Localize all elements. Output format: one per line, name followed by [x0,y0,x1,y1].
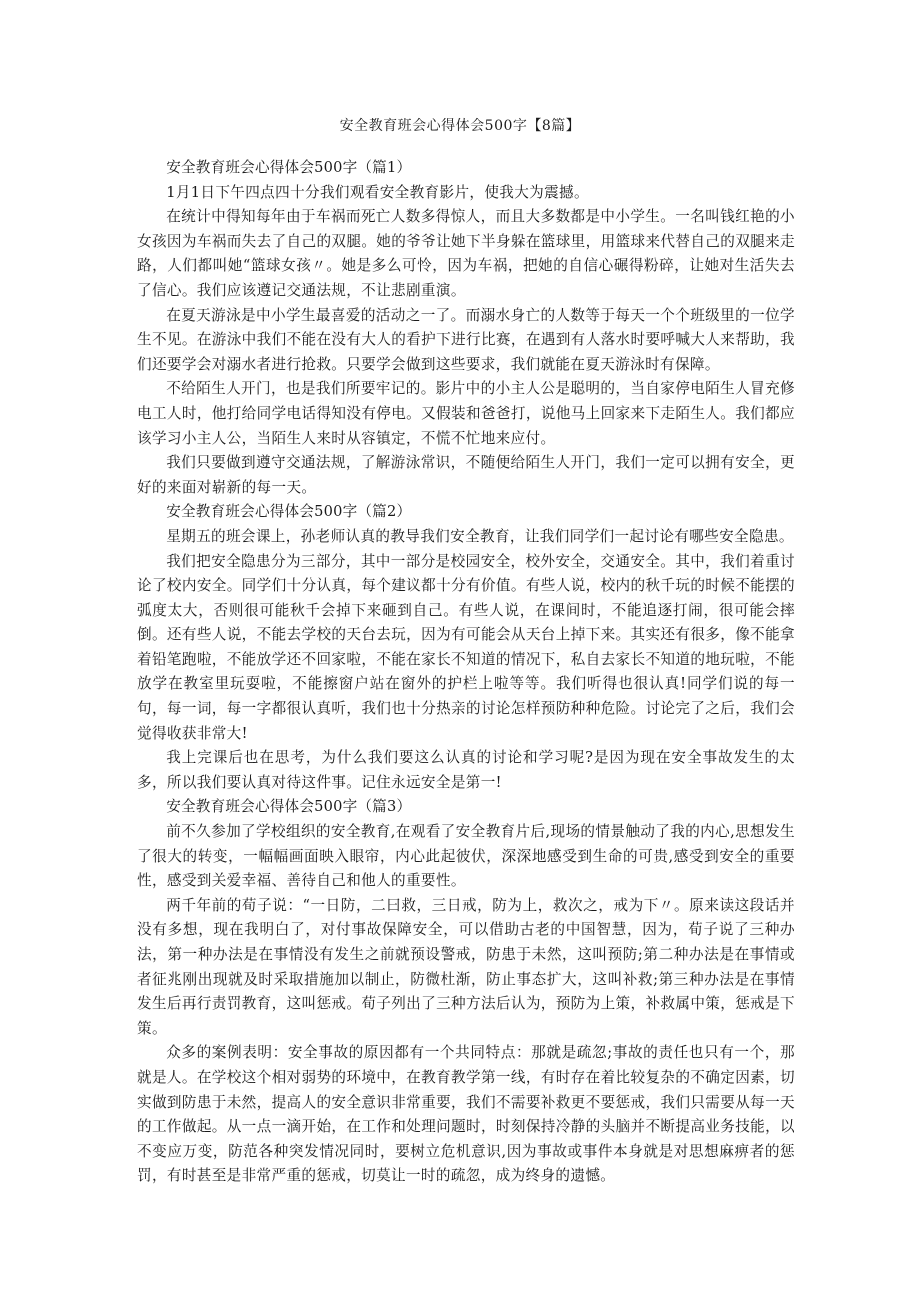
document-title: 安全教育班会心得体会500字【8篇】 [339,118,581,134]
paragraph: 前不久参加了学校组织的安全教育,在观看了安全教育片后,现场的情景触动了我的内心,思想发生了很大的转变，一幅幅画面映入眼帘，内心此起彼伏，深深地感受到生命的可贵,感受到安全的重要性，感受到关爱幸福、善待自己和他人的重要性。 [137,823,795,890]
document-body [137,156,795,1189]
section-heading-1: 安全教育班会心得体会500字（篇1） [166,159,412,176]
paragraph: 我上完课后也在思考，为什么我们要这么认真的讨论和学习呢?是因为现在安全事故发生的太多，所以我们要认真对待这件事。记住永远安全是第一! [137,749,795,791]
paragraph: 两千年前的荀子说：“一日防，二曰救，三日戒，防为上，救次之，戒为下〃。原来读这段话并没有多想，现在我明白了，对付事故保障安全，可以借助古老的中国智慧，因为，荀子说了三种办法，第一种办法是在事情没有发生之前就预设警戒，防患于未然，这叫预防;第二种办法是在事情或者征兆刚出现就及时采取措施加以制止，防微杜渐，防止事态扩大，这叫补救;第三种办法是在事情发生后再行责罚教育，这叫惩戒。荀子列出了三种方法后认为，预防为上策，补救属中策，惩戒是下策。 [137,896,795,1037]
section-heading-3: 安全教育班会心得体会500字（篇3） [166,798,412,816]
paragraph: 不给陌生人开门，也是我们所要牢记的。影片中的小主人公是聪明的，当自家停电陌生人冒充修电工人时，他打给同学电话得知没有停电。又假装和爸爸打，说他马上回家来下走陌生人。我们都应该学习小主人公，当陌生人来时从容镇定，不慌不忙地来应付。 [137,380,795,447]
paragraph: 众多的案例表明：安全事故的原因都有一个共同特点：那就是疏忽;事故的责任也只有一个，那就是人。在学校这个相对弱势的环境中，在教育教学第一线，有时存在着比较复杂的不确定因素，切实做到防患于未然，提高人的安全意识非常重要，我们不需要补救更不要惩戒，我们只需要从每一天的工作做起。从一点一滴开始，在工作和处理问题时，时刻保持冷静的头脑并不断提高业务技能，以不变应万变，防范各种突发情况同时，要树立危机意识,因为事故或事件本身就是对思想麻痹者的惩罚，有时甚至是非常严重的惩戒，切莫让一时的疏忽，成为终身的遗憾。 [137,1044,795,1185]
paragraph: 星期五的班会课上，孙老师认真的教导我们安全教育，让我们同学们一起讨论有哪些安全隐患。 [166,527,794,545]
paragraph: 在统计中得知每年由于车祸而死亡人数多得惊人，而且大多数都是中小学生。一名叫钱红艳的小女孩因为车祸而失去了自己的双腿。她的爷爷让她下半身躲在篮球里，用篮球来代替自己的双腿来走路，人们都叫她“篮球女孩〃。她是多么可怜，因为车祸，把她的自信心碾得粉碎，让她对生活失去了信心。我们应该遵记交通法规，不让悲剧重演。 [137,208,795,299]
section-heading-2: 安全教育班会心得体会500字（篇2） [166,503,412,521]
paragraph: 1月1日下午四点四十分我们观看安全教育影片，使我大为震撼。 [166,183,589,201]
paragraph: 我们把安全隐患分为三部分，其中一部分是校园安全，校外安全，交通安全。其中，我们着重讨论了校内安全。同学们十分认真，每个建议都十分有价值。有些人说，校内的秋千玩的时候不能摆的弧度太大，否则很可能秋千会掉下来砸到自己。有些人说，在课间时，不能追逐打闹，很可能会摔倒。还有些人说，不能去学校的天台去玩，因为有可能会从天台上掉下来。其实还有很多，像不能拿着铅笔跑啦，不能放学还不回家啦，不能在家长不知道的情况下，私自去家长不知道的地玩啦，不能放学在教室里玩耍啦，不能擦窗户站在窗外的护栏上啦等等。我们听得也很认真!同学们说的每一句，每一词，每一字都很认真听，我们也十分热亲的讨论怎样预防种种危险。讨论完了之后，我们会觉得收获非常大! [137,552,795,742]
paragraph: 在夏天游泳是中小学生最喜爱的活动之一了。而溺水身亡的人数等于每天一个个班级里的一位学生不见。在游泳中我们不能在没有大人的看护下进行比赛，在遇到有人落水时要呼喊大人来帮助，我们还要学会对溺水者进行抢救。只要学会做到这些要求，我们就能在夏天游泳时有保障。 [137,306,795,373]
paragraph: 我们只要做到遵守交通法规，了解游泳常识，不随便给陌生人开门，我们一定可以拥有安全，更好的来面对崭新的每一天。 [137,454,795,496]
